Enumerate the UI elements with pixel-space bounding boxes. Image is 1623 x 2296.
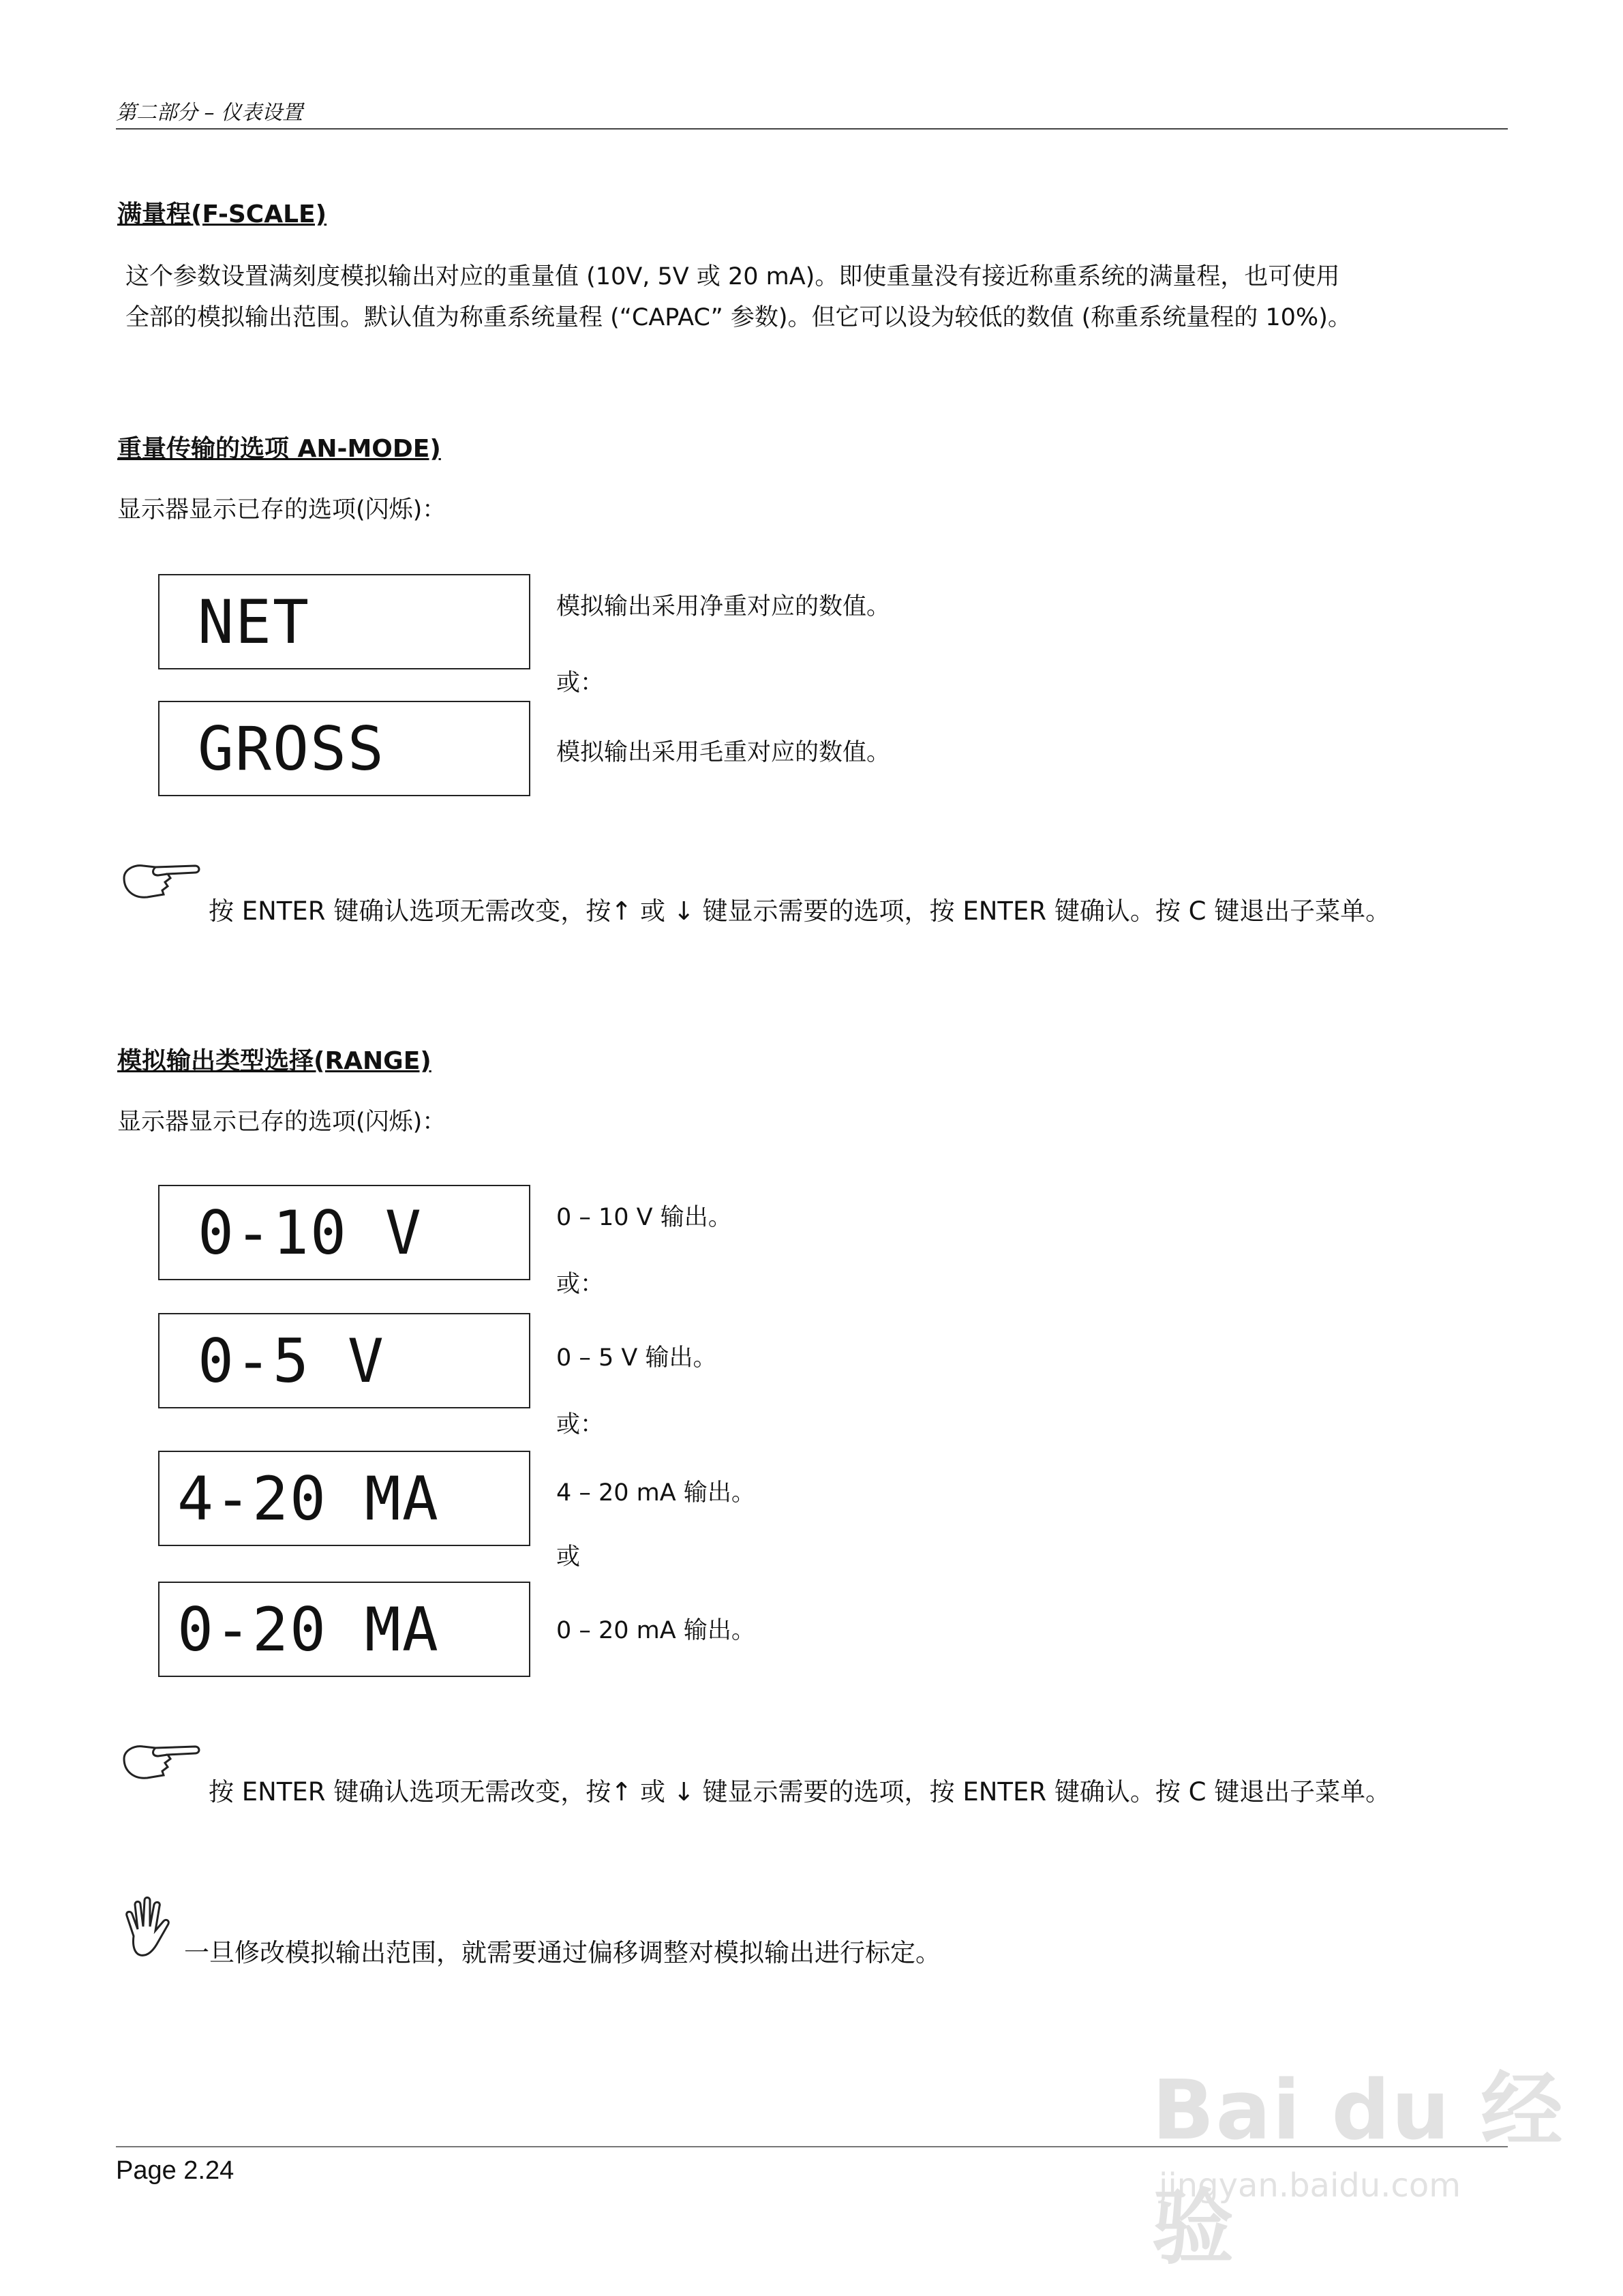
range-warning: 一旦修改模拟输出范围，就需要通过偏移调整对模拟输出进行标定。 xyxy=(184,1938,941,1967)
range-0-10v-desc: 0 – 10 V 输出。 xyxy=(556,1204,732,1231)
range-or-2: 或： xyxy=(556,1411,605,1438)
fscale-line-1: 这个参数设置满刻度模拟输出对应的重量值 (10V, 5V 或 20 mA)。即使重量没有接近称重系统的满量程，也可使用 xyxy=(125,263,1340,290)
raised-hand-icon xyxy=(120,1895,181,1963)
fscale-line-2: 全部的模拟输出范围。默认值为称重系统量程 (“CAPAC” 参数)。但它可以设为较低的数值 (称重系统量程的 10%)。 xyxy=(125,304,1352,331)
lcd-0-20ma xyxy=(158,1582,530,1677)
range-0-20ma-desc: 0 – 20 mA 输出。 xyxy=(556,1617,755,1644)
lcd-gross-text: GROSS xyxy=(198,714,385,784)
pointing-hand-icon xyxy=(120,1738,202,1786)
net-desc: 模拟输出采用净重对应的数值。 xyxy=(556,593,891,620)
lcd-gross xyxy=(158,701,530,796)
header-title: 第二部分 – 仪表设置 xyxy=(116,101,303,125)
header-rule xyxy=(116,128,1508,130)
lcd-0-10v xyxy=(158,1185,530,1280)
lcd-4-20ma-text: 4-20 MA xyxy=(177,1464,440,1534)
range-heading: 模拟输出类型选择(RANGE) xyxy=(117,1047,431,1075)
range-0-5v-desc: 0 – 5 V 输出。 xyxy=(556,1344,717,1372)
lcd-0-5v xyxy=(158,1313,530,1408)
lcd-0-10v-text: 0-10 V xyxy=(198,1198,423,1268)
range-or-3: 或 xyxy=(556,1543,581,1571)
range-intro: 显示器显示已存的选项(闪烁)： xyxy=(117,1108,446,1136)
anmode-or: 或： xyxy=(556,669,605,697)
anmode-heading: 重量传输的选项 AN-MODE) xyxy=(117,435,441,463)
range-4-20ma-desc: 4 – 20 mA 输出。 xyxy=(556,1479,755,1507)
lcd-0-5v-text: 0-5 V xyxy=(198,1326,385,1396)
range-note: 按 ENTER 键确认选项无需改变，按↑ 或 ↓ 键显示需要的选项，按 ENTER 键确认。按 C 键退出子菜单。 xyxy=(209,1777,1391,1807)
anmode-note: 按 ENTER 键确认选项无需改变，按↑ 或 ↓ 键显示需要的选项，按 ENTER 键确认。按 C 键退出子菜单。 xyxy=(209,896,1391,926)
lcd-0-20ma-text: 0-20 MA xyxy=(177,1595,440,1665)
lcd-net xyxy=(158,574,530,669)
gross-desc: 模拟输出采用毛重对应的数值。 xyxy=(556,739,891,766)
pointing-hand-icon xyxy=(120,858,202,905)
anmode-intro: 显示器显示已存的选项(闪烁)： xyxy=(117,496,446,524)
baidu-watermark-url: jingyan.baidu.com xyxy=(1159,2166,1461,2205)
lcd-net-text: NET xyxy=(198,587,310,657)
range-or-1: 或： xyxy=(556,1271,605,1298)
lcd-4-20ma xyxy=(158,1451,530,1546)
fscale-heading: 满量程(F-SCALE) xyxy=(117,200,327,228)
page-number: Page 2.24 xyxy=(116,2156,234,2185)
baidu-watermark-logo: Bai du 经验 xyxy=(1152,2064,1564,2276)
